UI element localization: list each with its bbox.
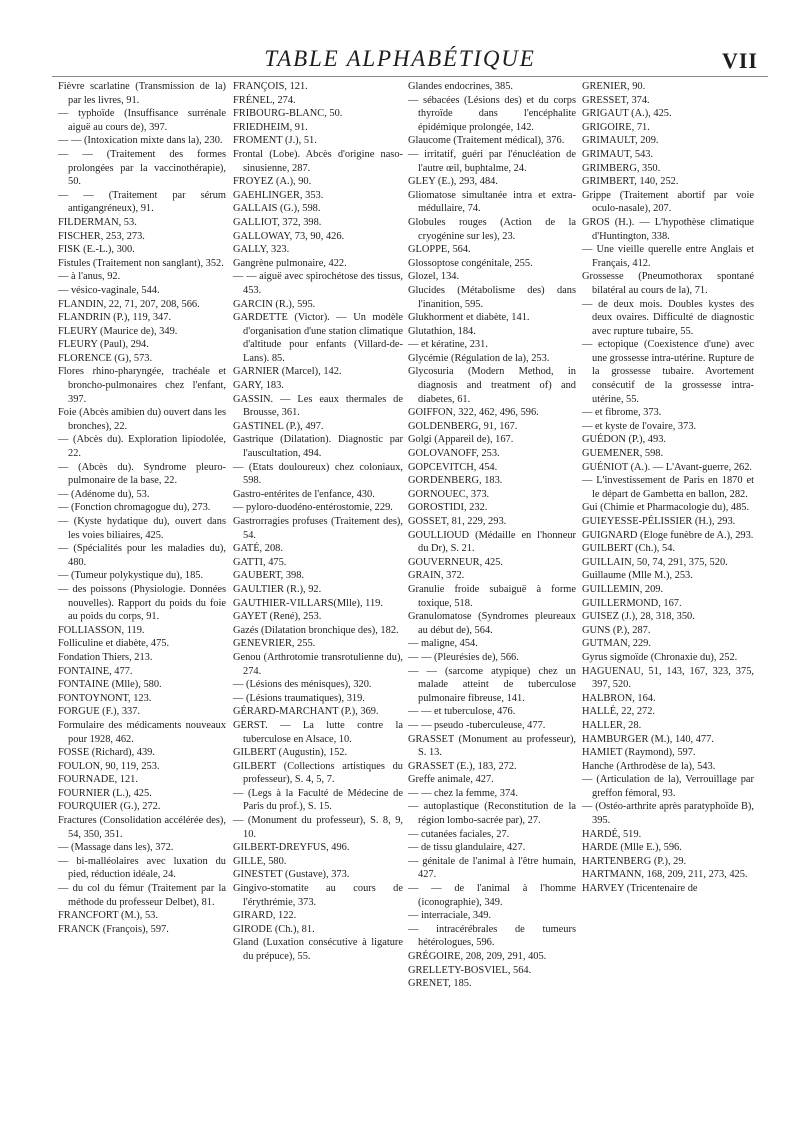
index-entry: — et kyste de l'ovaire, 373. [582, 420, 697, 432]
index-entry: — pyloro-duodéno-entérostomie, 229. [233, 502, 393, 514]
index-entry: — — de l'animal à l'homme (iconographie), 349. [408, 883, 576, 908]
index-entry: Guillaume (Mlle M.), 253. [582, 570, 693, 582]
index-entry: GRESSET, 374. [582, 94, 650, 106]
index-entry: — du col du fémur (Traitement par la méthode du professeur Delbet), 81. [58, 883, 226, 908]
index-entry: FRANCK (François), 597. [58, 923, 169, 935]
index-entry: Hanche (Arthrodèse de la), 543. [582, 760, 716, 772]
index-entry: HALLER, 28. [582, 719, 642, 731]
index-entry: GUIEYESSE-PÉLISSIER (H.), 293. [582, 516, 736, 527]
index-entry: Gingivo-stomatite au cours de l'érythrémie, 373. [233, 883, 403, 908]
index-entry: GUILLEMIN, 209. [582, 583, 664, 595]
index-entry: FROYEZ (A.), 90. [233, 176, 312, 188]
index-entry: GATTI, 475. [233, 556, 287, 568]
index-entry: FRANÇOIS, 121. [233, 81, 308, 92]
index-entry: FONTAINE, 477. [58, 665, 133, 677]
index-entry: GRÉGOIRE, 208, 209, 291, 405. [408, 951, 547, 962]
index-entry: Gazés (Dilatation bronchique des), 182. [233, 624, 399, 636]
index-entry: FOURQUIER (G.), 272. [58, 801, 161, 813]
index-entry: Folliculine et diabète, 475. [58, 638, 170, 650]
index-entry: GAEHLINGER, 353. [233, 189, 324, 201]
index-entry: GUÉDON (P.), 493. [582, 434, 666, 446]
index-entry: Golgi (Appareil de), 167. [408, 434, 514, 446]
index-column-2 [233, 80, 403, 964]
index-entry: — — aiguë avec spirochétose des tissus, 453. [233, 271, 403, 296]
index-entry: GRIMBERT, 140, 252. [582, 176, 679, 188]
index-entry: GOIFFON, 322, 462, 496, 596. [408, 407, 539, 419]
index-entry: GRIGAUT (A.), 425. [582, 108, 672, 120]
index-entry: GUÉNIOT (A.). — L'Avant-guerre, 262. [582, 461, 752, 473]
index-entry: GINESTET (Gustave), 373. [233, 869, 350, 881]
index-entry: Foie (Abcès amibien du) ouvert dans les bronches), 22. [58, 407, 226, 432]
index-entry: GUIGNARD (Eloge funèbre de A.), 293. [582, 529, 754, 541]
index-entry: FRIEDHEIM, 91. [233, 121, 308, 133]
index-entry: — vésico-vaginale, 544. [58, 284, 160, 296]
index-entry: GAYET (René), 253. [233, 611, 322, 623]
index-entry: — sébacées (Lésions des) et du corps thyroïde dans l'encéphalite épidémique prolongée, 142. [408, 94, 576, 133]
index-entry: GRENET, 185. [408, 978, 472, 990]
index-entry: GRIMAUT, 543. [582, 148, 654, 160]
index-entry: Fièvre scarlatine (Transmission de la) par les livres, 91. [58, 81, 226, 106]
index-entry: FOSSE (Richard), 439. [58, 747, 155, 759]
index-entry: GILLE, 580. [233, 855, 287, 867]
index-entry: — — (Traitement par sérum antigangréneux), 91. [58, 189, 226, 215]
index-entry: Glukhorment et diabète, 141. [408, 312, 530, 324]
index-entry: — bi-malléolaires avec luxation du pied, réduction idéale, 24. [58, 855, 226, 881]
index-entry: — (Kyste hydatique du), ouvert dans les voies biliaires, 425. [58, 516, 226, 541]
index-entry: Fistules (Traitement non sanglant), 352. [58, 257, 224, 269]
index-entry: HARTENBERG (P.), 29. [582, 855, 687, 867]
index-entry: — maligne, 454. [408, 638, 478, 650]
index-entry: GUILLERMOND, 167. [582, 597, 682, 609]
index-entry: GRASSET (Monument au professeur), S. 13. [408, 733, 576, 759]
page-number: VII [721, 48, 758, 73]
index-entry: GUNS (P.), 287. [582, 624, 651, 636]
index-entry: GAULTIER (R.), 92. [233, 583, 322, 595]
index-entry: Granulie froide subaiguë à forme toxique, 518. [408, 583, 576, 609]
index-entry: HARDE (Mlle E.), 596. [582, 842, 682, 854]
index-entry: FLEURY (Maurice de), 349. [58, 325, 178, 337]
index-entry: GALLAIS (G.), 598. [233, 203, 321, 215]
index-entry: — (Articulation de la), Verrouillage par greffon fémoral, 93. [582, 774, 754, 799]
index-entry: — (Etats douloureux) chez coloniaux, 598. [233, 461, 403, 487]
index-entry: — à l'anus, 92. [58, 271, 121, 283]
index-column-3 [408, 80, 576, 991]
index-entry: GASTINEL (P.), 497. [233, 420, 324, 432]
index-entry: GILBERT (Collections artistiques du professeur), S. 4, 5, 7. [233, 760, 403, 786]
index-entry: GORDENBERG, 183. [408, 475, 503, 487]
index-entry: Gyrus sigmoïde (Chronaxie du), 252. [582, 651, 738, 663]
index-entry: — (Lésions traumatiques), 319. [233, 692, 365, 704]
index-entry: GROS (H.). — L'hypothèse climatique d'Huntington, 338. [582, 216, 754, 242]
index-entry: Glucides (Métabolisme des) dans l'inanition, 595. [408, 284, 576, 310]
index-entry: GARDETTE (Victor). — Un modèle d'organisation d'une station climatique d'altitude pour enfants (Villard-de-Lans). 85. [233, 312, 403, 364]
index-entry: FOURNADE, 121. [58, 774, 138, 786]
index-entry: — typhoïde (Insuffisance surrénale aiguë au cours de), 397. [58, 108, 226, 133]
index-column-4 [582, 80, 754, 896]
index-entry: GRAIN, 372. [408, 570, 465, 582]
index-entry: GUTMAN, 229. [582, 638, 651, 650]
index-entry: GOULLIOUD (Médaille en l'honneur du Dr), S. 21. [408, 529, 576, 555]
index-entry: GRASSET (E.), 183, 272. [408, 760, 517, 772]
index-entry: GRIMBERG, 350. [582, 162, 661, 174]
index-entry: Grippe (Traitement abortif par voie oculo-nasale), 207. [582, 189, 754, 215]
index-entry: GILBERT-DREYFUS, 496. [233, 842, 350, 854]
index-entry: — — pseudo -tuberculeuse, 477. [408, 719, 546, 731]
index-entry: GRIGOIRE, 71. [582, 121, 650, 133]
index-entry: Globules rouges (Action de la cryogénine sur les), 23. [408, 216, 576, 242]
index-entry: FOLLIASSON, 119. [58, 624, 145, 636]
index-entry: FISCHER, 253, 273. [58, 230, 145, 242]
index-entry: HARDÉ, 519. [582, 828, 642, 840]
index-entry: GATÉ, 208. [233, 543, 283, 555]
index-entry: — cutanées faciales, 27. [408, 828, 510, 840]
index-entry: — L'investissement de Paris en 1870 et le départ de Gambetta en ballon, 282. [582, 475, 754, 500]
index-entry: — (Adénome du), 53. [58, 488, 150, 500]
index-entry: GUILBERT (Ch.), 54. [582, 543, 675, 555]
index-entry: Glutathion, 184. [408, 325, 476, 337]
index-entry: HARTMANN, 168, 209, 211, 273, 425. [582, 869, 748, 881]
index-entry: — autoplastique (Reconstitution de la région lombo-sacrée par), 27. [408, 801, 576, 827]
index-entry: FOURNIER (L.), 425. [58, 787, 152, 799]
index-entry: Flores rhino-pharyngée, trachéale et broncho-pulmonaires chez l'enfant, 397. [58, 366, 226, 405]
index-entry: Glaucome (Traitement médical), 376. [408, 135, 565, 147]
index-entry: Frontal (Lobe). Abcès d'origine naso-sinusienne, 287. [233, 148, 403, 174]
index-entry: GALLOWAY, 73, 90, 426. [233, 230, 345, 242]
index-entry: GUISEZ (J.), 28, 318, 350. [582, 611, 695, 623]
index-entry: GRELLETY-BOSVIEL, 564. [408, 964, 532, 976]
index-entry: GOLOVANOFF, 253. [408, 448, 500, 460]
page-title: TABLE ALPHABÉTIQUE [264, 46, 536, 71]
index-entry: — (Lésions des ménisques), 320. [233, 679, 372, 691]
index-entry: — des poissons (Physiologie. Données nouvelles). Rapport du poids du foie au poids du corps, 91. [58, 583, 226, 623]
index-entry: Gland (Luxation consécutive à ligature du prépuce), 55. [233, 937, 403, 962]
index-entry: Fondation Thiers, 213. [58, 651, 153, 663]
index-entry: — ectopique (Coexistence d'une) avec une grossesse intra-utérine. Rupture de la grossesse tubaire. Avortement consécutif de la grossesse intra-utérine, 55. [582, 339, 754, 405]
index-entry: FLANDRIN (P.), 119, 347. [58, 312, 172, 324]
index-entry: GASSIN. — Les eaux thermales de Brousse, 361. [233, 393, 403, 419]
index-entry: Gastrique (Dilatation). Diagnostic par l'auscultation, 494. [233, 434, 403, 460]
index-entry: FOULON, 90, 119, 253. [58, 760, 160, 772]
index-entry: Gastro-entérites de l'enfance, 430. [233, 488, 375, 500]
index-entry: — — (Intoxication mixte dans la), 230. [58, 135, 223, 147]
index-entry: GALLY, 323. [233, 244, 290, 256]
index-entry: HAGUENAU, 51, 143, 167, 323, 375, 397, 520. [582, 665, 754, 691]
index-entry: Glycémie (Régulation de la), 253. [408, 352, 550, 364]
index-entry: — (Abcès du). Exploration lipiodolée, 22. [58, 434, 226, 460]
index-entry: GRENIER, 90. [582, 81, 646, 92]
index-entry: — — chez la femme, 374. [408, 787, 518, 799]
index-entry: FRANCFORT (M.), 53. [58, 910, 158, 922]
index-entry: GIRODE (Ch.), 81. [233, 923, 315, 935]
index-entry: GUEMENER, 598. [582, 448, 664, 460]
index-entry: FONTOYNONT, 123. [58, 692, 152, 704]
index-entry: Gastrorragies profuses (Traitement des), 54. [233, 516, 403, 541]
index-entry: GLEY (E.), 293, 484. [408, 176, 498, 188]
index-entry: — intracérébrales de tumeurs hétérologues, 596. [408, 923, 576, 949]
index-entry: Grossesse (Pneumothorax spontané bilatéral au cours de la), 71. [582, 271, 754, 296]
index-entry: GOPCEVITCH, 454. [408, 461, 498, 473]
index-entry: GORNOUEC, 373. [408, 488, 490, 500]
index-entry: Gliomatose simultanée intra et extra-médullaire, 74. [408, 189, 576, 215]
index-entry: FLEURY (Paul), 294. [58, 339, 149, 351]
index-entry: — (Fonction chromagogue du), 273. [58, 502, 211, 514]
index-entry: — irritatif, guéri par l'énucléation de l'autre œil, buphtalme, 24. [408, 148, 576, 174]
index-entry: GAUBERT, 398. [233, 570, 305, 582]
index-entry: FLANDIN, 22, 71, 207, 208, 566. [58, 298, 200, 310]
index-entry: GENEVRIER, 255. [233, 638, 316, 650]
index-column-1 [58, 80, 226, 936]
index-entry: — de deux mois. Doubles kystes des deux ovaires. Difficulté de diagnostic avec rupture tubaire, 55. [582, 298, 754, 337]
header-rule [52, 76, 768, 77]
index-entry: — interraciale, 349. [408, 910, 492, 922]
index-entry: Glandes endocrines, 385. [408, 81, 514, 92]
index-entry: — (Ostéo-arthrite après paratyphoïde B), 395. [582, 801, 754, 827]
index-entry: GARY, 183. [233, 380, 284, 392]
index-entry: HAMBURGER (M.), 140, 477. [582, 733, 714, 745]
index-entry: FILDERMAN, 53. [58, 216, 137, 228]
index-entry: — (Abcès du). Syndrome pleuro-pulmonaire de la base, 22. [58, 461, 226, 487]
index-entry: GUILLAIN, 50, 74, 291, 375, 520. [582, 556, 728, 568]
index-entry: Fractures (Consolidation accélérée des), 54, 350, 351. [58, 815, 226, 840]
index-entry: — (Legs à la Faculté de Médecine de Paris du prof.), S. 15. [233, 787, 403, 813]
index-entry: Glozel, 134. [408, 271, 460, 283]
index-entry: — — (Pleurésies de), 566. [408, 651, 519, 663]
index-entry: GAUTHIER-VILLARS(Mlle), 119. [233, 597, 383, 609]
index-entry: GRIMAULT, 209. [582, 135, 659, 147]
index-entry: — et fibrome, 373. [582, 407, 662, 419]
index-entry: Granulomatose (Syndromes pleureaux au début de), 564. [408, 611, 576, 636]
index-entry: Glossoptose congénitale, 255. [408, 257, 533, 269]
index-entry: GALLIOT, 372, 398. [233, 216, 322, 228]
index-entry: — de tissu glandulaire, 427. [408, 842, 526, 854]
index-entry: HARVEY (Tricentenaire de [582, 883, 698, 895]
index-entry: Gangrène pulmonaire, 422. [233, 257, 347, 269]
index-entry: GIRARD, 122. [233, 910, 297, 922]
index-entry: FRÉNEL, 274. [233, 94, 296, 106]
index-entry: — — (sarcome atypique) chez un malade atteint de tuberculose pulmonaire fibreuse, 141. [408, 665, 576, 704]
index-entry: — et kératine, 231. [408, 339, 488, 351]
index-entry: GARNIER (Marcel), 142. [233, 366, 342, 378]
index-entry: FLORENCE (G), 573. [58, 352, 153, 364]
index-entry: FORGUE (F.), 337. [58, 706, 141, 718]
index-entry: — (Spécialités pour les maladies du), 480. [58, 543, 226, 568]
index-entry: — (Tumeur polykystique du), 185. [58, 570, 204, 582]
index-entry: Greffe animale, 427. [408, 774, 494, 786]
index-entry: GOUVERNEUR, 425. [408, 556, 503, 568]
index-entry: Glycosuria (Modern Method, in diagnosis and treatment of) and diabetes, 61. [408, 366, 576, 405]
index-entry: GOLDENBERG, 91, 167. [408, 420, 518, 432]
index-entry: Genou (Arthrotomie transrotulienne du), 274. [233, 651, 403, 677]
index-entry: — génitale de l'animal à l'être humain, 427. [408, 855, 576, 881]
index-entry: GOSSET, 81, 229, 293. [408, 516, 507, 527]
index-entry: — Une vieille querelle entre Anglais et Français, 412. [582, 244, 754, 269]
index-entry: GÉRARD-MARCHANT (P.), 369. [233, 706, 379, 718]
index-entry: FONTAINE (Mlle), 580. [58, 679, 162, 691]
index-entry: HALBRON, 164. [582, 692, 656, 704]
index-entry: FISK (E.-L.), 300. [58, 244, 135, 256]
index-entry: GARCIN (R.), 595. [233, 298, 316, 310]
index-entry: GILBERT (Augustin), 152. [233, 747, 348, 759]
index-entry: HAMIET (Raymond), 597. [582, 747, 696, 759]
index-entry: GERST. — La lutte contre la tuberculose en Alsace, 10. [233, 719, 403, 745]
index-entry: — — et tuberculose, 476. [408, 706, 516, 718]
index-entry: — (Massage dans les), 372. [58, 842, 174, 854]
index-entry: GLOPPE, 564. [408, 244, 471, 256]
index-entry: — (Monument du professeur), S. 8, 9, 10. [233, 815, 403, 840]
index-entry: FROMENT (J.), 51. [233, 135, 317, 147]
index-entry: HALLÉ, 22, 272. [582, 706, 656, 718]
index-entry: — — (Traitement des formes prolongées par la vaccinothérapie), 50. [58, 148, 226, 188]
index-entry: Formulaire des médicaments nouveaux pour 1928, 462. [58, 719, 226, 745]
index-entry: GOROSTIDI, 232. [408, 502, 488, 514]
index-entry: FRIBOURG-BLANC, 50. [233, 108, 343, 120]
index-entry: Gui (Chimie et Pharmacologie du), 485. [582, 502, 750, 514]
